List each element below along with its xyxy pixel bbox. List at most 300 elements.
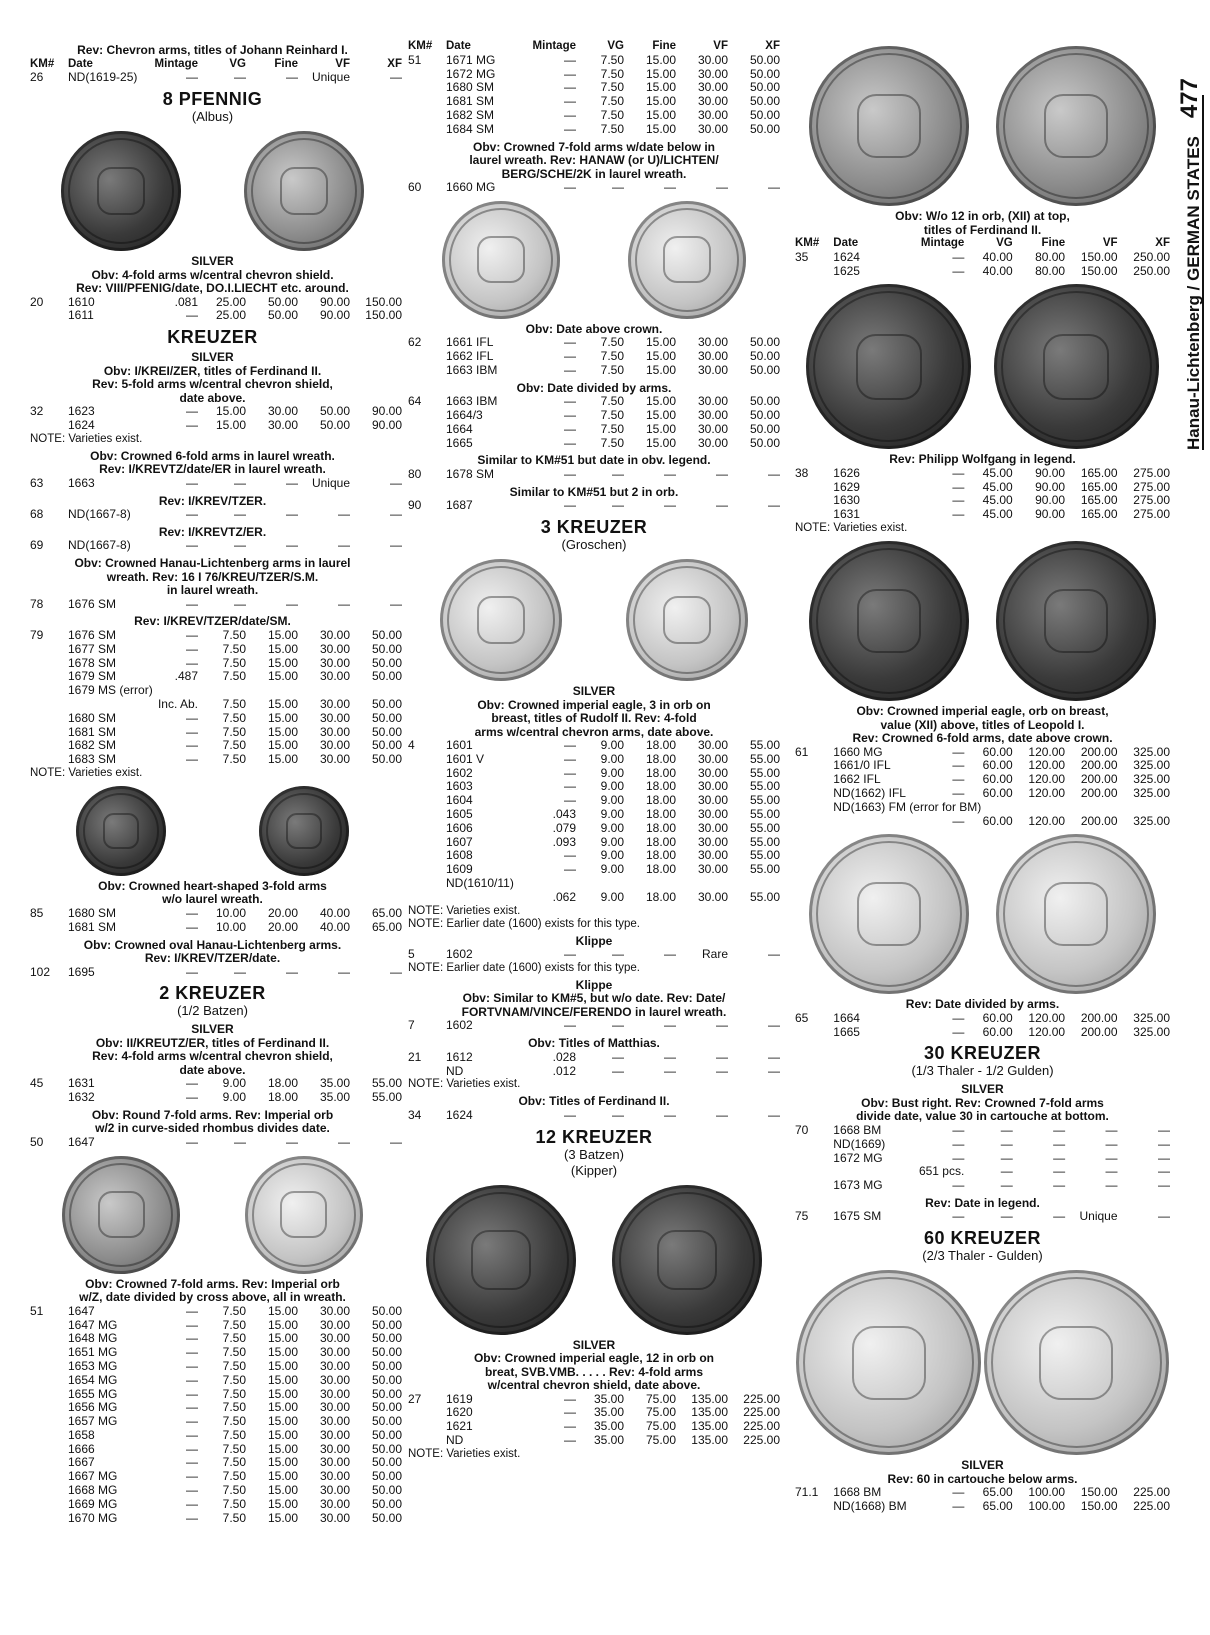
xf-price: 50.00 [371, 1400, 402, 1415]
date-cell: 1664 [833, 1010, 860, 1025]
xf-price: 225.00 [743, 1391, 780, 1406]
date-cell: 1672 MG [833, 1150, 883, 1165]
price-table [408, 1051, 780, 1079]
vf-header: VF [1102, 237, 1118, 249]
coin-device [286, 813, 322, 849]
table-row [408, 1065, 780, 1079]
xf-price: 325.00 [1133, 785, 1170, 800]
date-cell: 1601 [446, 738, 473, 753]
xf-price: 50.00 [749, 362, 780, 377]
vg-price: 9.00 [600, 848, 624, 863]
vf-price: 50.00 [319, 404, 350, 419]
column-middle [408, 40, 780, 1461]
type-description: SILVER Obv: Bust right. Rev: Crowned 7-fold arms divide date, value 30 in cartouche at bottom. [856, 1082, 1109, 1124]
fine-price: 120.00 [1028, 744, 1066, 759]
price-table [795, 1486, 1170, 1514]
mintage-cell: — [186, 1510, 198, 1525]
xf-price: 50.00 [371, 1331, 402, 1346]
xf-price: 90.00 [371, 404, 402, 419]
price-table [30, 907, 402, 935]
mintage-cell: — [564, 52, 576, 67]
fine-price: 50.00 [267, 294, 298, 309]
coin-device [857, 94, 921, 158]
vf-price: — [338, 538, 350, 553]
table-row [408, 350, 780, 364]
vf-price: 30.00 [319, 1345, 350, 1360]
km-number [795, 265, 829, 279]
table-row [30, 1136, 402, 1150]
vg-price: 7.50 [222, 1303, 246, 1318]
type-description: SILVER Obv: Crowned imperial eagle, 3 in orb on breast, titles of Rudolf II. Rev: 4-fold arms w/central chevron arms, date above. [474, 684, 714, 739]
date-cell [442, 891, 524, 905]
vf-price: 35.00 [319, 1090, 350, 1105]
vg-price: 40.00 [982, 263, 1013, 278]
table-row [30, 670, 402, 684]
vf-price: 165.00 [1080, 493, 1118, 508]
vf-price: 40.00 [319, 919, 350, 934]
date-cell: 1657 MG [68, 1414, 118, 1429]
coin-device [1044, 94, 1108, 158]
type-description: Obv: Titles of Matthias. [528, 1036, 660, 1051]
vg-price: 7.50 [222, 1455, 246, 1470]
km-number [408, 364, 442, 378]
km-number: 32 [30, 404, 44, 419]
type-description: Rev: Date divided by arms. [905, 997, 1060, 1012]
fine-price: 15.00 [267, 669, 298, 684]
mintage-cell: — [186, 1427, 198, 1442]
coin-photos [408, 201, 780, 319]
table-row [408, 1420, 780, 1434]
table-row [408, 395, 780, 409]
mintage-cell: — [186, 1483, 198, 1498]
date-cell: 1648 MG [68, 1331, 118, 1346]
xf-price: — [768, 180, 780, 195]
vg-price: 45.00 [982, 465, 1013, 480]
mintage-cell: — [186, 1358, 198, 1373]
mintage-cell: — [186, 1134, 198, 1149]
km-number: 75 [795, 1209, 809, 1224]
date-cell: 1661/0 IFL [833, 758, 891, 773]
date-cell: 1678 SM [446, 466, 495, 481]
price-table [408, 1109, 780, 1123]
km-number [408, 877, 442, 891]
vg-price: — [1000, 1150, 1013, 1165]
price-table [30, 405, 402, 433]
table-header [795, 237, 1170, 251]
coin-photos [795, 46, 1170, 206]
vf-price: 200.00 [1080, 813, 1118, 828]
fine-price: 15.00 [645, 435, 676, 450]
vg-price: 7.50 [222, 1331, 246, 1346]
xf-price: 250.00 [1133, 263, 1170, 278]
xf-price: — [390, 596, 402, 611]
date-cell: 1602 [446, 1018, 473, 1033]
fine-price: 15.00 [267, 724, 298, 739]
xf-price: — [1158, 1122, 1170, 1137]
coin-device [1044, 882, 1108, 946]
xf-price: 50.00 [749, 107, 780, 122]
vf-price: 150.00 [1080, 1485, 1118, 1500]
xf-price: 55.00 [749, 793, 780, 808]
km-number [795, 508, 829, 522]
km-number [30, 1512, 64, 1526]
mintage-cell: .079 [552, 820, 576, 835]
table-row [30, 1443, 402, 1457]
xf-price: 55.00 [371, 1090, 402, 1105]
vf-price: 30.00 [319, 1510, 350, 1525]
vg-price: 60.00 [982, 758, 1013, 773]
date-cell: 1611 [68, 308, 94, 323]
fine-price: — [1053, 1136, 1066, 1151]
fine-price: 15.00 [267, 1400, 298, 1415]
fine-price: 18.00 [645, 738, 676, 753]
running-header [1168, 35, 1204, 450]
date-header: Date [446, 40, 471, 52]
vf-price: 30.00 [697, 751, 728, 766]
date-cell: ND(1669) [833, 1136, 886, 1151]
date-cell: 1629 [833, 479, 860, 494]
date-cell: 1665 [446, 435, 473, 450]
coin-photos [795, 834, 1170, 994]
table-row [795, 815, 1170, 829]
mintage-cell: — [564, 421, 576, 436]
fine-price: 15.00 [645, 66, 676, 81]
km-number: 85 [30, 905, 44, 920]
date-cell: 1612 [446, 1049, 473, 1064]
km-number: 27 [408, 1391, 422, 1406]
type-description: Obv: Date divided by arms. [516, 380, 672, 395]
date-header: Date [833, 237, 859, 249]
date-cell: 1610 [68, 294, 95, 309]
fine-price: — [1053, 1164, 1066, 1179]
xf-price: — [768, 466, 780, 481]
table-row [30, 539, 402, 553]
vg-price: 60.00 [982, 772, 1013, 787]
coin-device [852, 1326, 926, 1400]
xf-price: 50.00 [371, 1455, 402, 1470]
date-cell: ND(1619-25) [68, 70, 138, 85]
vg-price: 7.50 [222, 627, 246, 642]
mintage-cell: — [952, 1122, 965, 1137]
coin-obverse-image [442, 201, 560, 319]
xf-price: — [1158, 1150, 1170, 1165]
table-row [30, 753, 402, 767]
vg-price: 7.50 [222, 1317, 246, 1332]
vf-price: 30.00 [697, 807, 728, 822]
coin-obverse-image [809, 46, 969, 206]
vg-price: 60.00 [982, 785, 1013, 800]
table-row [795, 746, 1170, 760]
mintage-cell: — [564, 793, 576, 808]
km-number [795, 773, 829, 787]
table-row [30, 1512, 402, 1526]
note-text: NOTE: Varieties exist. [30, 432, 143, 445]
price-table [795, 746, 1170, 829]
xf-price: 325.00 [1133, 1010, 1170, 1025]
vg-price: 15.00 [215, 404, 246, 419]
fine-price: — [286, 507, 298, 522]
table-row [30, 1456, 402, 1470]
mintage-cell: — [564, 1018, 576, 1033]
xf-price: 55.00 [749, 779, 780, 794]
fine-price: 15.00 [267, 1345, 298, 1360]
date-cell: 1668 BM [833, 1485, 882, 1500]
fine-price: 18.00 [645, 793, 676, 808]
date-cell: 1672 MG [446, 66, 496, 81]
km-number [795, 494, 829, 508]
km-number [408, 68, 442, 82]
column-right [795, 40, 1170, 1514]
mintage-cell: — [952, 813, 965, 828]
date-cell: 1680 SM [446, 80, 495, 95]
vf-price: 30.00 [697, 121, 728, 136]
date-cell: 1624 [833, 249, 860, 264]
table-row [795, 1165, 1170, 1179]
mintage-cell: — [186, 1090, 198, 1105]
table-row [795, 467, 1170, 481]
table-header [408, 40, 780, 54]
price-table [408, 739, 780, 905]
vf-price: 40.00 [319, 905, 350, 920]
vf-header: VF [713, 40, 728, 52]
xf-price: 50.00 [371, 1386, 402, 1401]
km-number [408, 95, 442, 109]
table-row [30, 1470, 402, 1484]
table-row [30, 966, 402, 980]
xf-price: — [1158, 1209, 1170, 1224]
fine-price: — [664, 1107, 676, 1122]
vg-price: 7.50 [222, 1386, 246, 1401]
table-row [408, 1393, 780, 1407]
fine-price: 18.00 [645, 848, 676, 863]
denomination-subtitle: (1/3 Thaler - 1/2 Gulden) [911, 1063, 1054, 1079]
price-table [408, 181, 780, 195]
xf-price: — [390, 507, 402, 522]
date-cell: 1602 [446, 947, 473, 962]
vf-price: — [1105, 1122, 1118, 1137]
coin-reverse-image [996, 541, 1156, 701]
price-table [408, 948, 780, 962]
type-description: Rev: Philipp Wolfgang in legend. [889, 452, 1076, 467]
km-number [408, 891, 442, 905]
xf-price: 55.00 [749, 834, 780, 849]
table-row [30, 1360, 402, 1374]
km-number [408, 123, 442, 137]
km-number [408, 780, 442, 794]
vf-price: — [1105, 1150, 1118, 1165]
date-cell: 1602 [446, 765, 473, 780]
table-row [408, 68, 780, 82]
vg-price: 7.50 [600, 52, 624, 67]
vf-price: — [1105, 1178, 1118, 1193]
vg-price: 45.00 [982, 507, 1013, 522]
km-number [30, 1374, 64, 1388]
vf-price: 30.00 [697, 435, 728, 450]
km-number [408, 753, 442, 767]
vf-price: 30.00 [319, 669, 350, 684]
fine-price: — [1053, 1122, 1066, 1137]
km-number [795, 1500, 829, 1514]
fine-price: 15.00 [645, 80, 676, 95]
km-number: 5 [408, 947, 415, 962]
km-number: 71.1 [795, 1485, 819, 1500]
table-row [408, 437, 780, 451]
km-header: KM# [30, 57, 55, 70]
coin-device [663, 596, 712, 645]
vf-price: — [1105, 1164, 1118, 1179]
coin-device [857, 589, 921, 653]
mintage-cell: .012 [552, 1063, 576, 1078]
vg-price: — [234, 70, 246, 85]
vf-price: 30.00 [319, 696, 350, 711]
coin-obverse-image [796, 1270, 981, 1455]
date-cell: 1606 [446, 820, 473, 835]
table-row [408, 753, 780, 767]
coin-device [1044, 589, 1108, 653]
vg-price: 9.00 [600, 889, 624, 904]
mintage-cell: — [186, 475, 198, 490]
vf-price: 200.00 [1080, 744, 1118, 759]
vg-price: 7.50 [222, 1358, 246, 1373]
type-description: Obv: Crowned 7-fold arms. Rev: Imperial orb w/Z, date divided by cross above, all in wreath. [79, 1276, 346, 1305]
fine-price: 15.00 [267, 752, 298, 767]
table-row [795, 1124, 1170, 1138]
vg-price: — [612, 1049, 624, 1064]
km-number [795, 1165, 829, 1179]
date-cell: 1679 MS (error) [68, 683, 153, 698]
xf-price: — [390, 475, 402, 490]
km-number [30, 726, 64, 740]
mintage-cell: — [564, 435, 576, 450]
km-number [30, 1346, 64, 1360]
km-number [30, 1415, 64, 1429]
fine-price: — [664, 947, 676, 962]
vg-price: 10.00 [215, 905, 246, 920]
vf-price: 30.00 [697, 793, 728, 808]
date-cell: 1662 IFL [833, 772, 881, 787]
date-cell: 1632 [68, 1090, 95, 1105]
vf-price: 30.00 [697, 848, 728, 863]
table-row [408, 836, 780, 850]
xf-price: — [768, 1107, 780, 1122]
fine-price: — [664, 1063, 676, 1078]
xf-price: 50.00 [371, 1372, 402, 1387]
table-row [30, 598, 402, 612]
xf-price: — [768, 1018, 780, 1033]
table-row [30, 629, 402, 643]
vf-price: 30.00 [319, 1317, 350, 1332]
coin-device [280, 1191, 327, 1238]
date-cell: 1678 SM [68, 655, 117, 670]
table-row [30, 684, 402, 698]
vg-price: 35.00 [593, 1405, 624, 1420]
mintage-cell: — [952, 1010, 965, 1025]
mintage-cell: — [564, 394, 576, 409]
price-table [30, 1136, 402, 1150]
date-cell: 1670 MG [68, 1510, 118, 1525]
price-table [408, 54, 780, 137]
vf-price: — [716, 180, 728, 195]
date-cell: 1624 [68, 417, 95, 432]
note-text: NOTE: Varieties exist. NOTE: Earlier date (1600) exists for this type. [408, 904, 641, 930]
mintage-cell: — [952, 1499, 965, 1514]
fine-price: 15.00 [267, 1358, 298, 1373]
fine-price: 30.00 [267, 404, 298, 419]
fine-price: 15.00 [645, 121, 676, 136]
vg-price: 9.00 [600, 862, 624, 877]
denomination-subtitle: (1/2 Batzen) [177, 1003, 248, 1019]
type-description: Obv: Crowned 7-fold arms w/date below in laurel wreath. Rev: HANAW (or U)/LICHTEN/ BERG/SCHE/2K in laurel wreath. [469, 139, 719, 181]
vg-price: 7.50 [222, 752, 246, 767]
km-number: 78 [30, 596, 44, 611]
vf-price: 30.00 [319, 1469, 350, 1484]
xf-price: 55.00 [749, 807, 780, 822]
price-table [30, 1305, 402, 1526]
vg-price: — [1000, 1209, 1013, 1224]
vf-price: 150.00 [1080, 249, 1118, 264]
km-number [30, 1319, 64, 1333]
date-cell: 1624 [446, 1107, 473, 1122]
vf-price: — [716, 498, 728, 513]
km-number [408, 350, 442, 364]
coin-device [103, 813, 139, 849]
vg-price: 9.00 [600, 779, 624, 794]
vf-price: 30.00 [697, 765, 728, 780]
vf-price: 30.00 [697, 889, 728, 904]
denomination-title: 60 KREUZER [923, 1228, 1042, 1249]
coin-device [471, 1230, 531, 1290]
table-row [408, 364, 780, 378]
vf-price: 30.00 [319, 655, 350, 670]
column-left [30, 40, 402, 1525]
xf-price: — [768, 1063, 780, 1078]
denomination-title: KREUZER [167, 327, 258, 348]
price-table [795, 467, 1170, 522]
fine-price: 15.00 [267, 738, 298, 753]
vg-price: 7.50 [222, 1469, 246, 1484]
km-number [408, 109, 442, 123]
km-number [795, 787, 829, 801]
date-cell: 1663 [68, 475, 95, 490]
xf-price: 225.00 [743, 1419, 780, 1434]
vf-price: — [716, 1107, 728, 1122]
vg-price: 35.00 [593, 1419, 624, 1434]
vg-price: 35.00 [593, 1432, 624, 1447]
date-cell: 1682 SM [68, 738, 117, 753]
date-cell: ND [446, 1432, 464, 1447]
table-row [408, 767, 780, 781]
date-cell: 1668 BM [833, 1122, 882, 1137]
vg-price: — [612, 1018, 624, 1033]
table-row [408, 1434, 780, 1448]
coin-reverse-image [996, 46, 1156, 206]
type-description: Similar to KM#51 but 2 in orb. [509, 484, 679, 499]
table-row [795, 1486, 1170, 1500]
fine-price: — [664, 498, 676, 513]
fine-price: 15.00 [267, 1372, 298, 1387]
vg-price: 7.50 [222, 1427, 246, 1442]
table-row [408, 739, 780, 753]
km-number: 51 [408, 52, 422, 67]
fine-header: Fine [652, 40, 676, 52]
date-cell: 1669 MG [68, 1496, 118, 1511]
coin-device [97, 167, 145, 215]
mintage-cell: — [564, 751, 576, 766]
vf-price: 30.00 [319, 1400, 350, 1415]
fine-price: — [286, 475, 298, 490]
vg-price: 7.50 [600, 394, 624, 409]
vf-price: 30.00 [319, 1372, 350, 1387]
